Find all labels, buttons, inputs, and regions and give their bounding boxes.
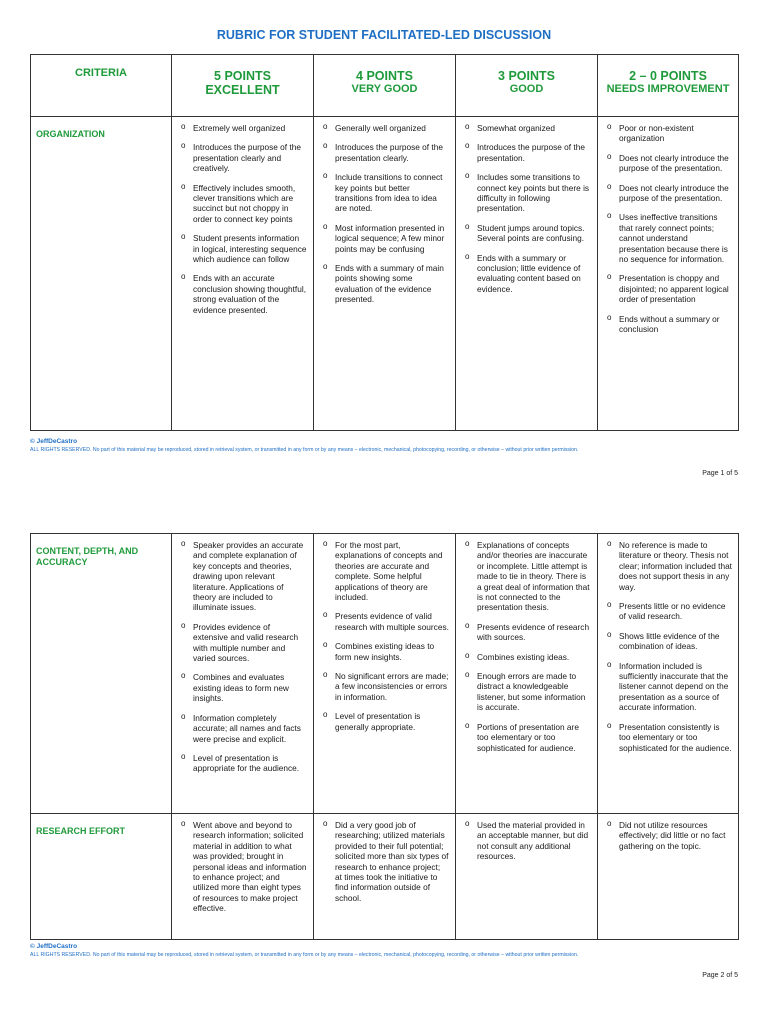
level-label: EXCELLENT — [205, 83, 280, 98]
rubric-bullet: o Presentation consistently is too elementary or too sophisticated for the audience. — [604, 722, 732, 753]
cell-3pts — [456, 117, 598, 431]
criterion-research: RESEARCH EFFORT — [31, 814, 172, 940]
footer-page-2 — [30, 943, 578, 958]
rubric-bullet: o Ends without a summary or conclusion — [604, 314, 732, 335]
cell-2-0pts — [598, 117, 739, 431]
level-label: GOOD — [509, 83, 544, 96]
rubric-row — [31, 814, 739, 940]
level-points: 3 POINTS — [498, 69, 555, 83]
rubric-bullet: o Speaker provides an accurate and complete explanation of key concepts and theories, drawing upon relevant literature. Applications of theory are included to illuminate issues. — [178, 540, 307, 613]
page-number-2: Page 2 of 5 — [702, 972, 738, 979]
rubric-bullet: o Ends with a summary of main points showing some evaluation of the evidence presented. — [320, 263, 449, 305]
page-title: RUBRIC FOR STUDENT FACILITATED-LED DISCUSSION — [216, 28, 552, 42]
rubric-bullet: o Somewhat organized — [462, 123, 591, 133]
rubric-bullet: o Does not clearly introduce the purpose of the presentation. — [604, 153, 732, 174]
cell-4pts — [314, 117, 456, 431]
header-row — [31, 55, 739, 117]
rubric-bullet: o For the most part, explanations of concepts and theories are accurate and complete. Some helpful applications of theory are included. — [320, 540, 449, 602]
criteria-header: CRITERIA — [31, 55, 172, 117]
rubric-bullet: o Student jumps around topics. Several points are confusing. — [462, 223, 591, 244]
cell-2-0pts — [598, 814, 739, 940]
rubric-bullet: o Provides evidence of extensive and valid research with multiple number and varied sources. — [178, 622, 307, 664]
rubric-bullet: o No reference is made to literature or theory. Thesis not clear; information included that does not support thesis in any way. — [604, 540, 732, 592]
rubric-bullet: o Explanations of concepts and/or theories are inaccurate or incomplete. Little attempt is made to tie in theory. There is a great deal of information that is not connected to the presentation thesis. — [462, 540, 591, 613]
cell-2-0pts — [598, 534, 739, 814]
rubric-bullet: o Level of presentation is appropriate for the audience. — [178, 753, 307, 774]
rubric-bullet: o Poor or non-existent organization — [604, 123, 732, 144]
rubric-bullet: o Include transitions to connect key points but better transitions from idea to idea are noted. — [320, 172, 449, 214]
footer-page-1 — [30, 438, 578, 453]
rubric-bullet: o Used the material provided in an acceptable manner, but did not consult any additional resources. — [462, 820, 591, 862]
cell-5pts — [172, 117, 314, 431]
rubric-bullet: o Went above and beyond to research information; solicited material in addition to what was provided; brought in personal ideas and information to enhance project; and utilized more than eight types of resources to make project effective. — [178, 820, 307, 914]
rubric-bullet: o No significant errors are made; a few inconsistencies or errors in information. — [320, 671, 449, 702]
rubric-bullet: o Effectively includes smooth, clever transitions which are succinct but not choppy in order to connect key points — [178, 183, 307, 225]
cell-3pts — [456, 534, 598, 814]
criterion-organization: ORGANIZATION — [31, 117, 172, 431]
cell-5pts — [172, 814, 314, 940]
rubric-bullet: o Level of presentation is generally appropriate. — [320, 711, 449, 732]
level-label: VERY GOOD — [351, 83, 418, 96]
rubric-bullet: o Presents evidence of research with sources. — [462, 622, 591, 643]
cell-4pts — [314, 534, 456, 814]
rubric-table-page-1 — [30, 54, 739, 431]
cell-3pts — [456, 814, 598, 940]
page-number-1: Page 1 of 5 — [702, 470, 738, 477]
rubric-bullet: o Ends with an accurate conclusion showing thoughtful, strong evaluation of the evidence presented. — [178, 273, 307, 315]
rights-notice: ALL RIGHTS RESERVED. No part of this material may be reproduced, stored in retrieval system, or transmitted in any form or by any means – electronic, mechanical, photocopying, recording, or otherwise – without prior written permission. — [30, 952, 579, 958]
level-header-4 — [314, 55, 456, 117]
rubric-table-page-2 — [30, 533, 739, 940]
rubric-bullet: o Ends with a summary or conclusion; little evidence of evaluating content based on evidence. — [462, 253, 591, 295]
rubric-bullet: o Information completely accurate; all names and facts were precise and explicit. — [178, 713, 307, 744]
rubric-bullet: o Combines existing ideas to form new insights. — [320, 641, 449, 662]
level-points: 5 POINTS — [214, 69, 271, 83]
level-points: 2 – 0 POINTS — [629, 69, 707, 83]
rubric-bullet: o Presents little or no evidence of valid research. — [604, 601, 732, 622]
rubric-bullet: o Enough errors are made to distract a knowledgeable listener, but some information is accurate. — [462, 671, 591, 713]
rubric-bullet: o Did a very good job of researching; utilized materials provided to their full potential; solicited more than six types of research to enhance project; at times took the initiative to find information outside of school. — [320, 820, 449, 903]
rubric-bullet: o Did not utilize resources effectively; did little or no fact gathering on the topic. — [604, 820, 732, 851]
rubric-bullet: o Introduces the purpose of the presentation clearly. — [320, 142, 449, 163]
level-label: NEEDS IMPROVEMENT — [606, 83, 730, 96]
rubric-bullet: o Introduces the purpose of the presentation clearly and creatively. — [178, 142, 307, 173]
rubric-bullet: o Portions of presentation are too elementary or too sophisticated for audience. — [462, 722, 591, 753]
rubric-bullet: o Presentation is choppy and disjointed; no apparent logical order of presentation — [604, 273, 732, 304]
level-header-2-0 — [598, 55, 739, 117]
rubric-row — [31, 117, 739, 431]
cell-4pts — [314, 814, 456, 940]
copyright: © JeffDeCastro — [30, 438, 78, 445]
level-header-5 — [172, 55, 314, 117]
rubric-bullet: o Generally well organized — [320, 123, 449, 133]
rubric-bullet: o Extremely well organized — [178, 123, 307, 133]
level-header-3 — [456, 55, 598, 117]
rubric-bullet: o Student presents information in logical, interesting sequence which audience can follow — [178, 233, 307, 264]
rubric-bullet: o Does not clearly introduce the purpose of the presentation. — [604, 183, 732, 204]
rubric-bullet: o Presents evidence of valid research with multiple sources. — [320, 611, 449, 632]
rubric-row — [31, 534, 739, 814]
cell-5pts — [172, 534, 314, 814]
level-points: 4 POINTS — [356, 69, 413, 83]
criterion-content: CONTENT, DEPTH, AND ACCURACY — [31, 534, 172, 814]
rights-notice: ALL RIGHTS RESERVED. No part of this material may be reproduced, stored in retrieval system, or transmitted in any form or by any means – electronic, mechanical, photocopying, recording, or otherwise – without prior written permission. — [30, 447, 579, 453]
rubric-bullet: o Shows little evidence of the combination of ideas. — [604, 631, 732, 652]
copyright: © JeffDeCastro — [30, 943, 78, 950]
rubric-bullet: o Combines and evaluates existing ideas to form new insights. — [178, 672, 307, 703]
rubric-bullet: o Introduces the purpose of the presentation. — [462, 142, 591, 163]
rubric-bullet: o Combines existing ideas. — [462, 652, 591, 662]
rubric-bullet: o Includes some transitions to connect key points but there is difficulty in following presentation. — [462, 172, 591, 214]
rubric-bullet: o Information included is sufficiently inaccurate that the listener cannot depend on the presentation as a source of accurate information. — [604, 661, 732, 713]
rubric-bullet: o Uses ineffective transitions that rarely connect points; cannot understand presentation because there is no sequence for information. — [604, 212, 732, 264]
rubric-bullet: o Most information presented in logical sequence; A few minor points may be confusing — [320, 223, 449, 254]
